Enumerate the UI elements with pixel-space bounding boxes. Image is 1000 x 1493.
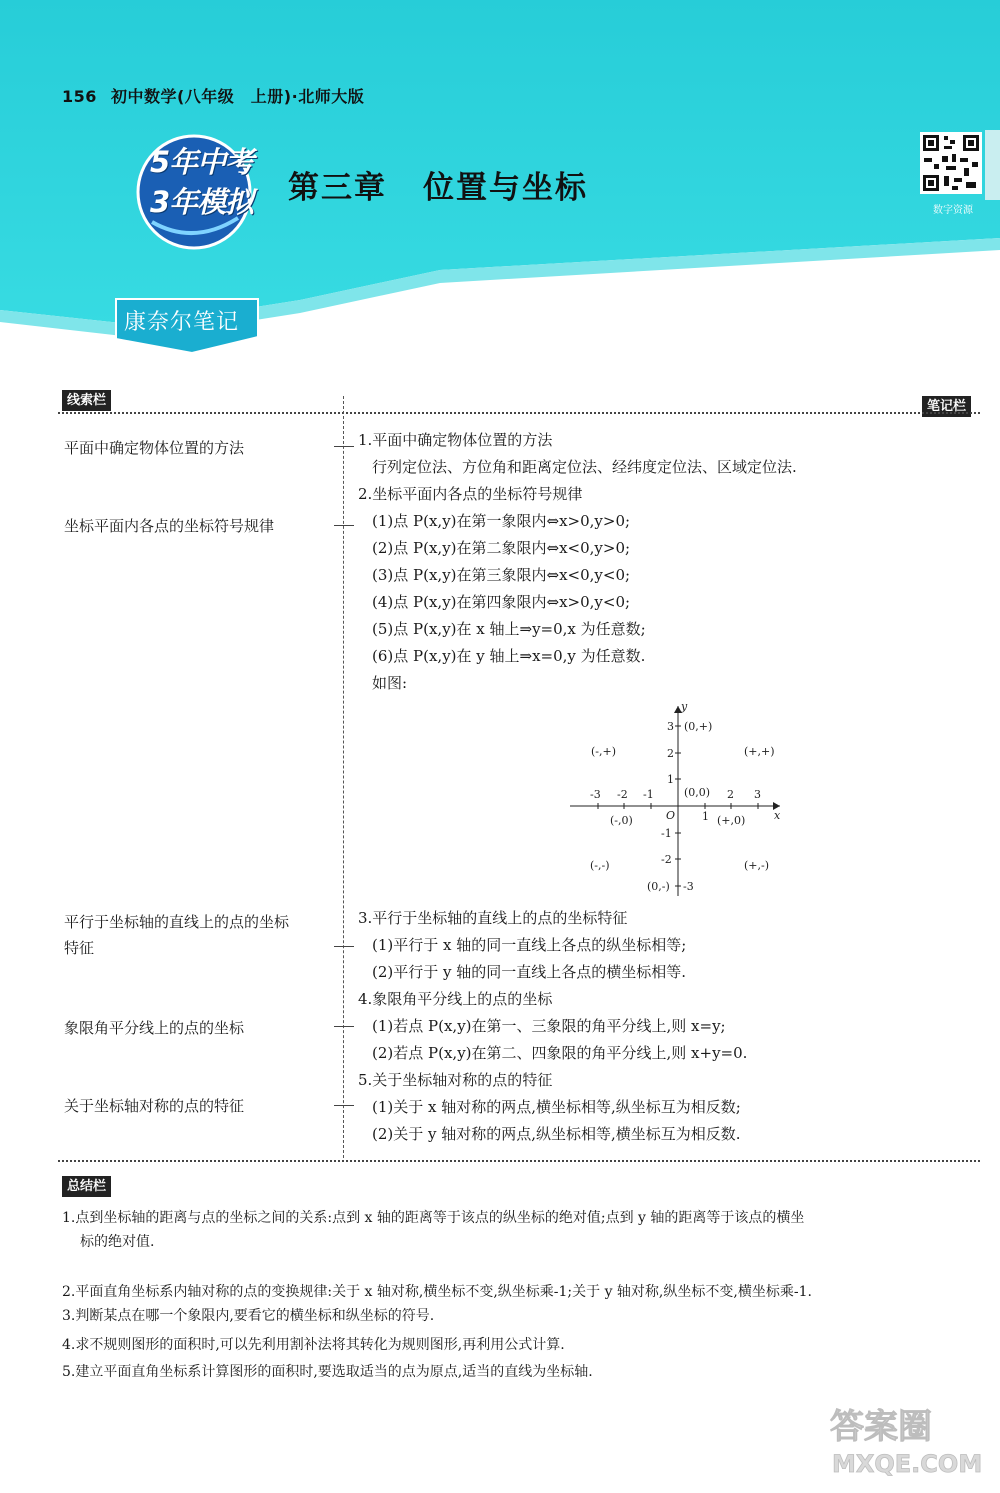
note-line: (1)平行于 x 轴的同一直线上各点的纵坐标相等; [372, 936, 687, 954]
y-axis-label: y [681, 700, 688, 713]
note-heading: 3.平行于坐标轴的直线上的点的坐标特征 [358, 909, 628, 927]
watermark-line-1: 答案圈 [830, 1407, 932, 1447]
axis-sign-label: (-,0) [610, 814, 633, 827]
note-line: (2)平行于 y 轴的同一直线上各点的横坐标相等. [372, 963, 687, 981]
logo-line-1: 5年中考 [150, 145, 254, 179]
summary-line: 4.求不规则图形的面积时,可以先利用割补法将其转化为规则图形,再利用公式计算. [62, 1337, 565, 1353]
x-tick-label: 3 [754, 788, 761, 801]
top-rule [58, 412, 980, 414]
axis-sign-label: (0,0) [684, 786, 711, 799]
summary-line: 2.平面直角坐标系内轴对称的点的变换规律:关于 x 轴对称,横坐标不变,纵坐标乘-1;关于 y 轴对称,纵坐标不变,横坐标乘-1. [62, 1284, 812, 1300]
logo-line-2: 3年模拟 [150, 185, 254, 219]
note-heading: 2.坐标平面内各点的坐标符号规律 [358, 485, 583, 503]
note-line: (5)点 P(x,y)在 x 轴上⇒y=0,x 为任意数; [372, 620, 646, 638]
note-line: (6)点 P(x,y)在 y 轴上⇒x=0,y 为任意数. [372, 647, 646, 665]
axis-sign-label: (+,0) [717, 814, 746, 827]
note-line: 行列定位法、方位角和距离定位法、经纬度定位法、区域定位法. [372, 458, 797, 476]
cue-item: 平面中确定物体位置的方法 [64, 439, 245, 457]
note-line: (1)关于 x 轴对称的两点,横坐标相等,纵坐标互为相反数; [372, 1098, 741, 1116]
cue-column-tag: 线索栏 [62, 390, 111, 411]
cue-item: 平行于坐标轴的直线上的点的坐标 [64, 913, 290, 931]
x-tick-label: -1 [643, 788, 654, 801]
y-tick-label: 2 [667, 747, 674, 760]
x-tick-label: -2 [617, 788, 628, 801]
x-tick-label: -3 [590, 788, 601, 801]
note-line: (4)点 P(x,y)在第四象限内⇔x>0,y<0; [372, 593, 631, 611]
cue-tick [334, 1026, 354, 1027]
note-line: (1)若点 P(x,y)在第一、三象限的角平分线上,则 x=y; [372, 1017, 726, 1035]
qr-code-icon[interactable] [920, 132, 982, 194]
notes-banner-text: 康奈尔笔记 [124, 310, 240, 335]
cue-tick [334, 1105, 354, 1106]
notes-column-tag: 笔记栏 [922, 396, 971, 417]
running-title: 初中数学(八年级 上册)·北师大版 [110, 87, 365, 106]
note-heading: 5.关于坐标轴对称的点的特征 [358, 1071, 553, 1089]
axis-sign-label: (0,+) [684, 720, 713, 733]
summary-rule [58, 1160, 980, 1162]
chapter-title [288, 162, 588, 207]
note-line: 如图: [372, 674, 408, 692]
x-tick-label: 2 [727, 788, 734, 801]
y-tick-label: -1 [661, 827, 672, 840]
cue-item: 特征 [64, 939, 95, 957]
running-head [62, 84, 364, 107]
summary-line: 标的绝对值. [80, 1234, 155, 1250]
note-line: (2)点 P(x,y)在第二象限内⇔x<0,y>0; [372, 539, 631, 557]
cue-item: 关于坐标轴对称的点的特征 [64, 1097, 245, 1115]
watermark-line-2: MXQE.COM [832, 1450, 983, 1478]
cue-tick [334, 946, 354, 947]
cue-tick [334, 446, 354, 447]
y-tick-label: 3 [667, 720, 674, 733]
chapter-name: 位置与坐标 [423, 170, 588, 206]
y-tick-label: -2 [661, 853, 672, 866]
quadrant-sign-label: (-,+) [591, 745, 617, 758]
cue-item: 象限角平分线上的点的坐标 [64, 1019, 245, 1037]
note-line: (1)点 P(x,y)在第一象限内⇔x>0,y>0; [372, 512, 631, 530]
y-tick-label: -3 [683, 880, 694, 893]
qr-label: 数字资源 [933, 205, 973, 216]
note-line: (2)若点 P(x,y)在第二、四象限的角平分线上,则 x+y=0. [372, 1044, 748, 1062]
coordinate-plane-figure [566, 700, 790, 900]
site-watermark [824, 1400, 994, 1480]
page-number: 156 [62, 87, 97, 106]
note-line: (2)关于 y 轴对称的两点,纵坐标相等,横坐标互为相反数. [372, 1125, 741, 1143]
note-heading: 4.象限角平分线上的点的坐标 [358, 990, 553, 1008]
x-tick-label: 1 [702, 810, 709, 823]
note-heading: 1.平面中确定物体位置的方法 [358, 431, 553, 449]
summary-line: 5.建立平面直角坐标系计算图形的面积时,要选取适当的点为原点,适当的直线为坐标轴. [62, 1364, 593, 1380]
cue-tick [334, 525, 354, 526]
summary-line: 3.判断某点在哪一个象限内,要看它的横坐标和纵坐标的符号. [62, 1308, 435, 1324]
x-axis-label: x [774, 809, 781, 822]
quadrant-sign-label: (-,-) [590, 859, 610, 872]
summary-tag: 总结栏 [62, 1176, 111, 1197]
origin-label: O [666, 809, 676, 822]
axis-sign-label: (0,-) [647, 880, 670, 893]
quadrant-sign-label: (+,-) [744, 859, 770, 872]
summary-line: 1.点到坐标轴的距离与点的坐标之间的关系:点到 x 轴的距离等于该点的纵坐标的绝对值;点到 y 轴的距离等于该点的横坐 [62, 1210, 805, 1226]
column-divider [343, 396, 344, 1158]
note-line: (3)点 P(x,y)在第三象限内⇔x<0,y<0; [372, 566, 631, 584]
y-tick-label: 1 [667, 773, 674, 786]
chapter-label: 第三章 [288, 170, 387, 206]
quadrant-sign-label: (+,+) [744, 745, 775, 758]
cue-item: 坐标平面内各点的坐标符号规律 [64, 517, 275, 535]
